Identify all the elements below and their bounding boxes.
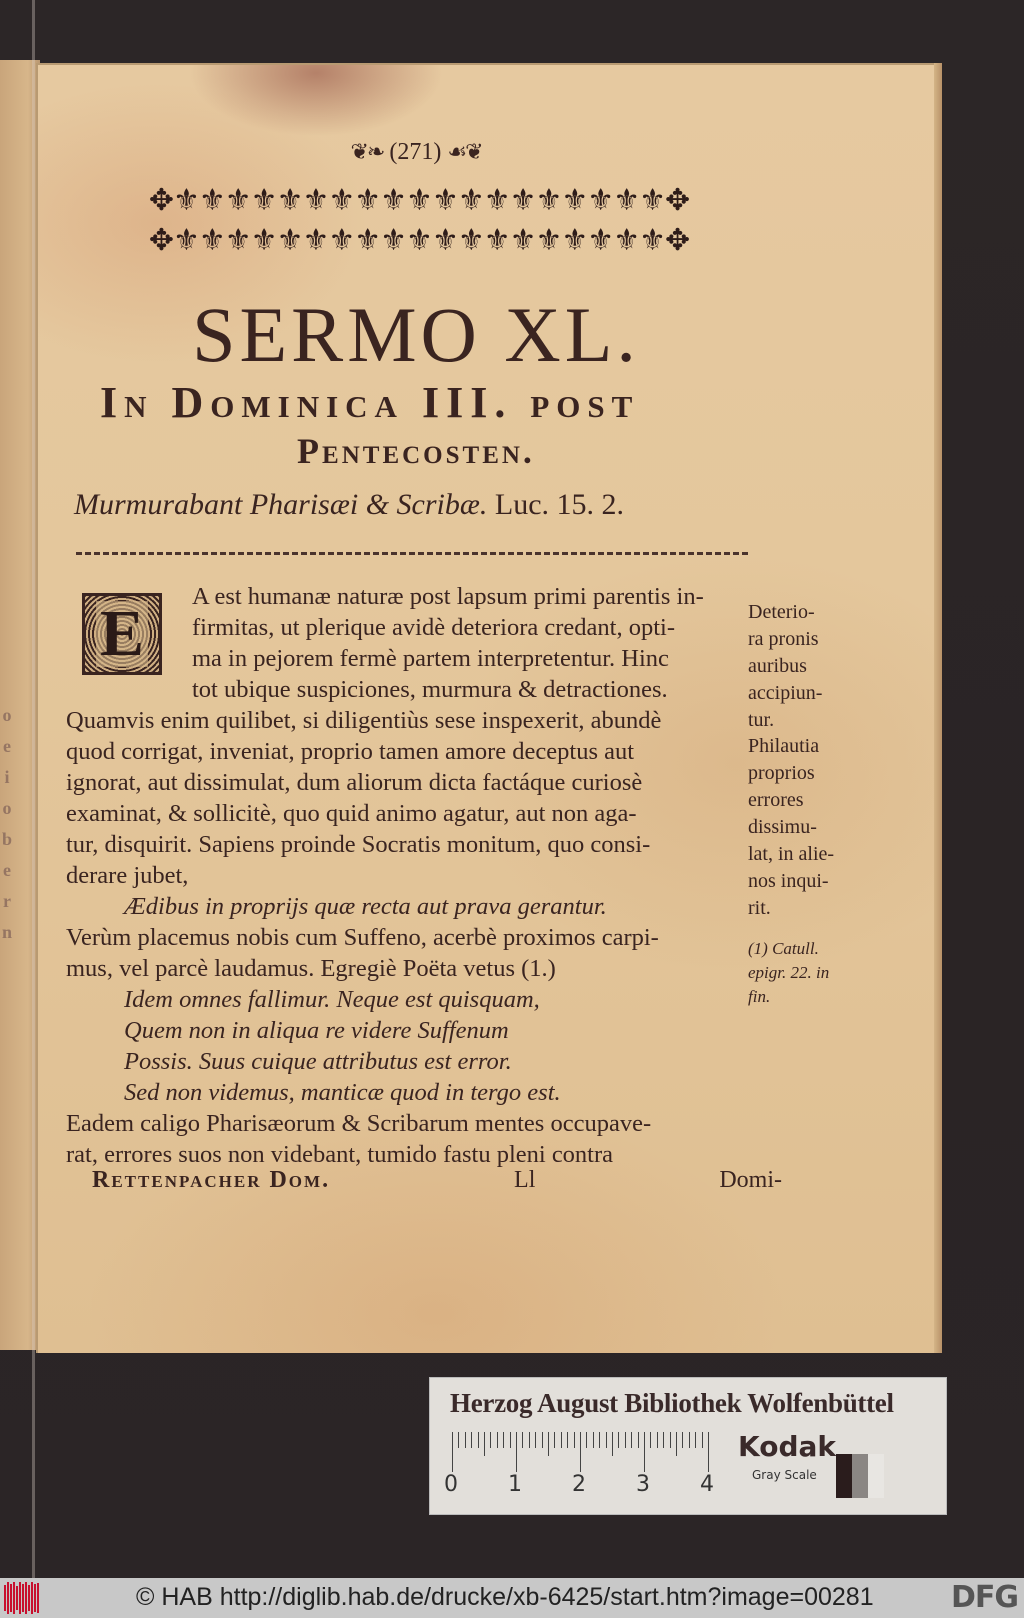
swatch-light (868, 1454, 884, 1498)
previous-page-letters: o e i o b e r n (1, 705, 12, 942)
ruler-tick (516, 1432, 517, 1472)
body-line: firmitas, ut plerique avidè deteriora credant, opti- (192, 614, 676, 641)
body-line: rat, errores suos non videbant, tumido fastu pleni contra (66, 1141, 614, 1168)
ruler-tick (510, 1432, 511, 1448)
ruler-tick (593, 1432, 594, 1448)
ruler-tick (644, 1432, 645, 1472)
drop-cap-letter: E (96, 601, 148, 667)
copyright-link[interactable]: © HAB http://diglib.hab.de/drucke/xb-6425/start.htm?image=00281 (136, 1583, 874, 1611)
ruler-label: 1 (508, 1472, 522, 1497)
ruler-tick (561, 1432, 562, 1448)
ruler-tick (702, 1432, 703, 1448)
margin-note-line: lat, in alie- (748, 843, 835, 865)
margin-note-line: auribus (748, 655, 807, 677)
body-line: Verùm placemus nobis cum Suffeno, acerbè proximos carpi- (66, 924, 659, 951)
ornament-left-icon: ❦❧ (350, 139, 384, 164)
body-line: quod corrigat, inveniat, proprio tamen amore deceptus aut (66, 738, 635, 765)
swatch-dark (836, 1454, 852, 1498)
ruler-tick (503, 1432, 504, 1448)
dfg-logo: DFG (950, 1580, 1018, 1615)
ruler-tick (580, 1432, 581, 1472)
ruler-tick (490, 1432, 491, 1448)
headpiece-ornament-icon: ✥⚜⚜⚜⚜⚜⚜⚜⚜⚜⚜⚜⚜⚜⚜⚜⚜⚜⚜⚜✥ ✥⚜⚜⚜⚜⚜⚜⚜⚜⚜⚜⚜⚜⚜⚜⚜⚜⚜⚜⚜✥ (148, 183, 690, 258)
body-line: Eadem caligo Pharisæorum & Scribarum mentes occupave- (66, 1110, 652, 1137)
ruler-tick (663, 1432, 664, 1448)
section-rule (76, 552, 748, 559)
ruler-tick (612, 1432, 613, 1456)
page-edge (934, 63, 942, 1353)
ruler-tick (542, 1432, 543, 1448)
ruler-tick (554, 1432, 555, 1448)
ruler-tick (631, 1432, 632, 1448)
page-number: (271) (389, 139, 442, 165)
ornament-right-icon: ☙❦ (447, 139, 482, 164)
library-name: Herzog August Bibliothek Wolfenbüttel (450, 1388, 894, 1418)
page-number-header (36, 139, 796, 166)
ruler-tick (471, 1432, 472, 1448)
ruler-label: 0 (444, 1472, 458, 1497)
ruler-label: 2 (572, 1472, 586, 1497)
ruler-tick (497, 1432, 498, 1448)
quote-line: Ædibus in proprijs quæ recta aut prava gerantur. (124, 893, 607, 920)
kodak-brand: Kodak (738, 1430, 836, 1463)
body-line: ignorat, aut dissimulat, dum aliorum dicta factáque curiosè (66, 769, 643, 796)
epigraph-reference: Luc. 15. 2. (494, 488, 625, 521)
sermon-subtitle-line1: In Dominica III. post (100, 378, 640, 427)
ruler-tick (625, 1432, 626, 1448)
margin-note-deteriora (748, 599, 868, 734)
margin-note-line: Deterio- (748, 601, 815, 623)
body-line: ma in pejorem fermè partem interpretentur. Hinc (192, 645, 669, 672)
ruler-tick (638, 1432, 639, 1448)
margin-note-line: rit. (748, 897, 771, 919)
verse-line: Quem non in aliqua re videre Suffenum (124, 1017, 509, 1044)
ruler-tick (657, 1432, 658, 1448)
margin-note-philautia (748, 733, 868, 922)
ruler-tick (458, 1432, 459, 1448)
ruler-tick (599, 1432, 600, 1448)
ruler-tick (650, 1432, 651, 1448)
epigraph-text: Murmurabant Pharisæi & Scribæ. (74, 488, 488, 521)
body-text (66, 581, 778, 1170)
margin-note-line: nos inqui- (748, 870, 829, 892)
ruler-tick (682, 1432, 683, 1448)
margin-note-line: tur. (748, 709, 775, 731)
gray-scale-swatches (836, 1454, 884, 1498)
ruler-tick (586, 1432, 587, 1448)
book-page (36, 63, 942, 1353)
ruler-label: 3 (636, 1472, 650, 1497)
ruler-tick (574, 1432, 575, 1448)
ruler-tick (522, 1432, 523, 1448)
ruler-tick (567, 1432, 568, 1448)
ruler-tick (689, 1432, 690, 1448)
margin-note-line: accipiun- (748, 682, 823, 704)
ruler-tick (452, 1432, 453, 1472)
body-line: A est humanæ naturæ post lapsum primi parentis in- (192, 583, 704, 610)
footer-signature: Rettenpacher Dom. (92, 1167, 331, 1193)
ruler-tick (676, 1432, 677, 1456)
margin-note-line: proprios (748, 762, 815, 784)
body-line: Quamvis enim quilibet, si diligentiùs sese inspexerit, abundè (66, 707, 662, 734)
margin-footnote-catullus (748, 937, 868, 1009)
gray-scale-label: Gray Scale (752, 1468, 817, 1482)
sermon-subtitle-line2: Pentecosten. (297, 431, 535, 471)
ruler-tick (529, 1432, 530, 1448)
page-footer (92, 1165, 782, 1195)
ruler-tick (478, 1432, 479, 1448)
ruler-tick (670, 1432, 671, 1448)
verse-line: Idem omnes fallimur. Neque est quisquam, (124, 986, 540, 1013)
color-target-card (430, 1378, 946, 1514)
ruler-tick (535, 1432, 536, 1448)
ruler-icon (452, 1432, 708, 1472)
margin-note-line: errores (748, 789, 804, 811)
hab-logo-icon (4, 1582, 48, 1614)
ruler-tick (465, 1432, 466, 1448)
signature-mark: Ll (514, 1167, 536, 1193)
catchword: Domi- (719, 1167, 782, 1193)
ruler-tick (548, 1432, 549, 1456)
margin-note-line: (1) Catull. (748, 939, 819, 958)
bottom-bar (0, 1578, 1024, 1618)
sermon-title: SERMO XL. (192, 291, 640, 378)
epigraph (74, 487, 794, 523)
body-line: mus, vel parcè laudamus. Egregiè Poëta vetus (1.) (66, 955, 556, 982)
margin-note-line: ra pronis (748, 628, 819, 650)
ruler-tick (708, 1432, 709, 1472)
ruler-labels (444, 1472, 744, 1500)
margin-note-line: Philautia (748, 735, 820, 757)
ruler-tick (606, 1432, 607, 1448)
ruler-tick (695, 1432, 696, 1448)
body-line: derare jubet, (66, 862, 189, 889)
ruler-tick (484, 1432, 485, 1456)
swatch-mid (852, 1454, 868, 1498)
verse-line: Possis. Suus cuique attributus est error. (124, 1048, 512, 1075)
margin-note-line: fin. (748, 987, 771, 1006)
gutter-line (32, 0, 35, 1578)
body-line: examinat, & sollicitè, quo quid animo agatur, aut non aga- (66, 800, 637, 827)
body-line: tur, disquirit. Sapiens proinde Socratis monitum, quo consi- (66, 831, 651, 858)
margin-note-line: dissimu- (748, 816, 817, 838)
margin-note-line: epigr. 22. in (748, 963, 830, 982)
ruler-label: 4 (700, 1472, 714, 1497)
body-line: tot ubique suspiciones, murmura & detractiones. (192, 676, 668, 703)
verse-line: Sed non videmus, manticæ quod in tergo est. (124, 1079, 561, 1106)
ruler-tick (618, 1432, 619, 1448)
